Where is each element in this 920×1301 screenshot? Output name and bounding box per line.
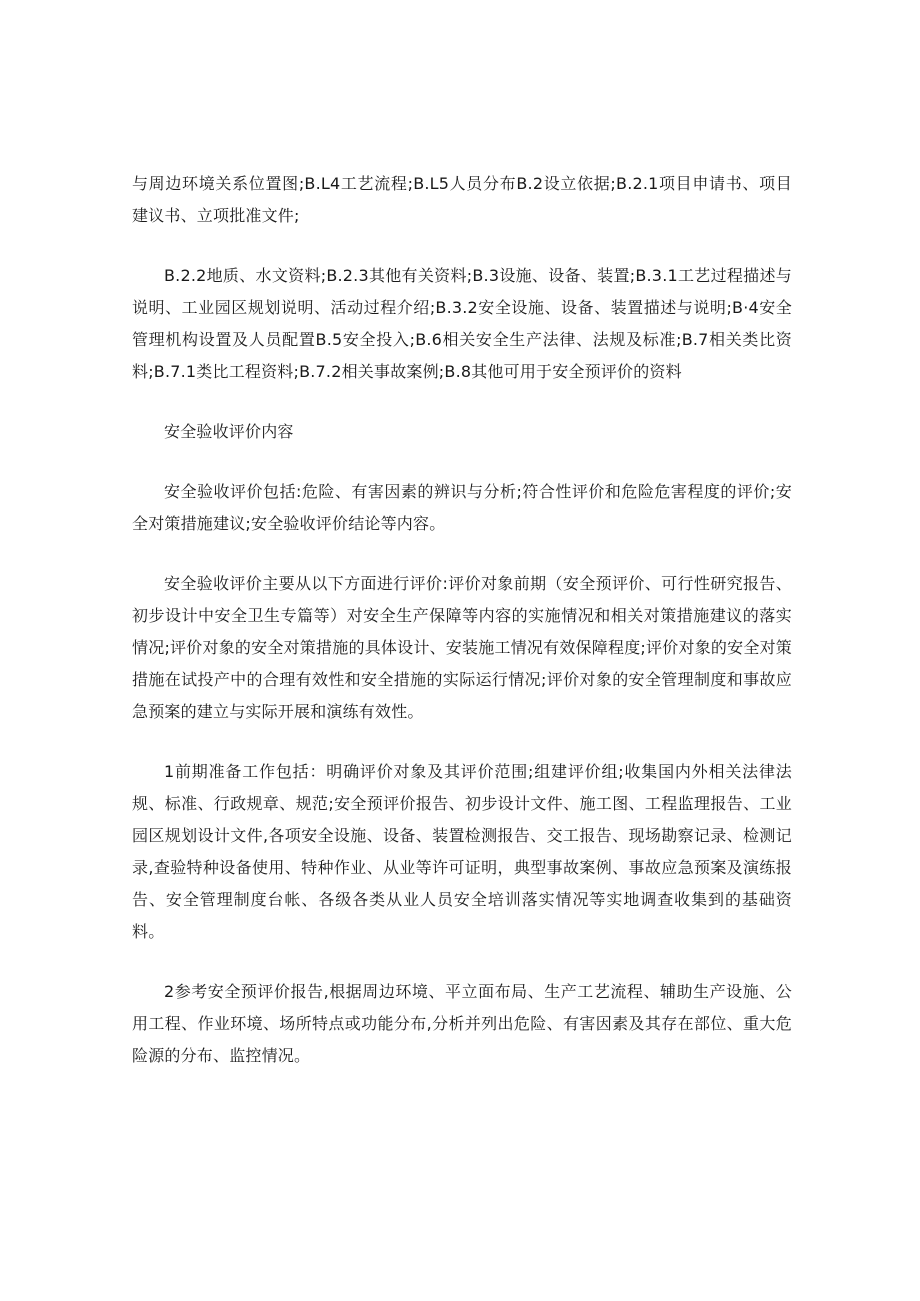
document-body: [132, 168, 792, 1100]
paragraph-preparation-work: 1前期准备工作包括：明确评价对象及其评价范围;组建评价组;收集国内外相关法律法规、标准、行政规章、规范;安全预评价报告、初步设计文件、施工图、工程监理报告、工业园区规划设计文件,各项安全设施、设备、装置检测报告、交工报告、现场勘察记录、检测记录,查验特种设备使用、特种作业、从业等许可证明，典型事故案例、事故应急预案及演练报告、安全管理制度台帐、各级各类从业人员安全培训落实情况等实地调查收集到的基础资料。: [132, 762, 792, 941]
paragraph-appendix-continued: 与周边环境关系位置图;B.L4工艺流程;B.L5人员分布B.2设立依据;B.2.1项目申请书、项目建议书、立项批准文件;: [132, 174, 792, 225]
paragraph-hazard-analysis: 2参考安全预评价报告,根据周边环境、平立面布局、生产工艺流程、辅助生产设施、公用工程、作业环境、场所特点或功能分布,分析并列出危险、有害因素及其存在部位、重大危险源的分布、监控情况。: [132, 982, 792, 1065]
section-heading: 安全验收评价内容: [164, 422, 294, 441]
paragraph-evaluation-scope: 安全验收评价包括:危险、有害因素的辨识与分析;符合性评价和危险危害程度的评价;安全对策措施建议;安全验收评价结论等内容。: [132, 482, 792, 533]
paragraph-evaluation-aspects: 安全验收评价主要从以下方面进行评价:评价对象前期（安全预评价、可行性研究报告、初步设计中安全卫生专篇等）对安全生产保障等内容的实施情况和相关对策措施建议的落实情况;评价对象的安全对策措施的具体设计、安装施工情况有效保障程度;评价对象的安全对策措施在试投产中的合理有效性和安全措施的实际运行情况;评价对象的安全管理制度和事故应急预案的建立与实际开展和演练有效性。: [132, 574, 792, 721]
paragraph-appendix-list: B.2.2地质、水文资料;B.2.3其他有关资料;B.3设施、设备、装置;B.3.1工艺过程描述与说明、工业园区规划说明、活动过程介绍;B.3.2安全设施、设备、装置描述与说明;B·4安全管理机构设置及人员配置B.5安全投入;B.6相关安全生产法律、法规及标准;B.7相关类比资料;B.7.1类比工程资料;B.7.2相关事故案例;B.8其他可用于安全预评价的资料: [132, 266, 792, 381]
